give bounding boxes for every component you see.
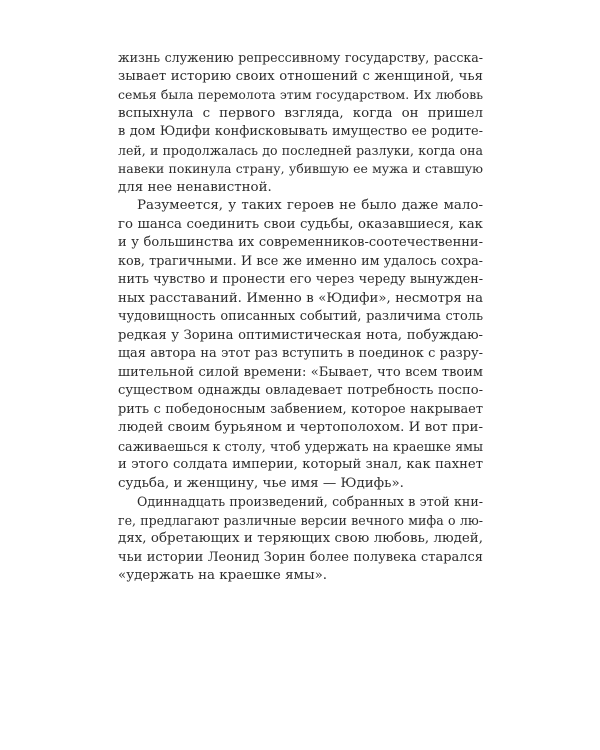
paragraph-2 [118,197,483,493]
text-line: в дом Юдифи конфисковывать имущество ее родите- [118,124,483,139]
text-line: редкая у Зорина оптимистическая нота, побуждаю- [118,327,483,343]
text-line: лей, и продолжалась до последней разлуки, когда она [118,142,483,158]
text-line: дях, обретающих и теряющих свою любовь, людей, [118,531,483,546]
text-line: щая автора на этот раз вступить в поединок с разру- [118,346,483,361]
text-line: ге, предлагают различные версии вечного мифа о лю- [118,512,483,528]
text-line: зывает историю своих отношений с женщиной, чья [118,68,483,84]
text-line: саживаешься к столу, чтоб удержать на краешке ямы [118,438,483,454]
text-line: рить с победоносным забвением, которое накрывает [118,401,483,417]
text-line: нить чувство и пронести его через череду вынужден- [118,272,483,287]
text-line: для нее ненавистной. [118,179,272,195]
text-line: вспыхнула с первого взгляда, когда он пришел [118,105,483,121]
text-line: навеки покинула страну, убившую ее мужа и ставшую [118,161,483,176]
text-line: Одиннадцать произведений, собранных в этой кни- [137,494,483,509]
text-line: людей своим бурьяном и чертополохом. И вот при- [118,420,483,435]
text-line: ных расставаний. Именно в «Юдифи», несмотря на [118,290,483,306]
text-line: чьи истории Леонид Зорин более полувека старался [118,549,483,565]
text-line: и этого солдата империи, который знал, как пахнет [118,457,483,472]
text-line: семья была перемолота этим государством. Их любовь [118,87,483,102]
text-line: Разумеется, у таких героев не было даже мало- [137,198,483,213]
text-line: го шанса соединить свои судьбы, оказавшиеся, как [118,216,483,232]
text-line: чудовищность описанных событий, различима столь [118,309,483,324]
text-line: ков, трагичными. И все же именно им удалось сохра- [118,253,483,269]
text-line: судьба, и женщину, чье имя — Юдифь». [118,475,404,491]
paragraph-3 [118,493,483,586]
text-line: «удержать на краешке ямы». [118,568,328,583]
text-line: шительной силой времени: «Бывает, что всем твоим [118,364,483,380]
page-text [118,49,483,586]
text-line: жизнь служению репрессивному государству, расска- [118,50,483,65]
text-line: существом однажды овладевает потребность поспо- [118,383,483,398]
paragraph-1 [118,49,483,197]
text-line: и у большинства их современников-соотечественни- [118,235,483,250]
